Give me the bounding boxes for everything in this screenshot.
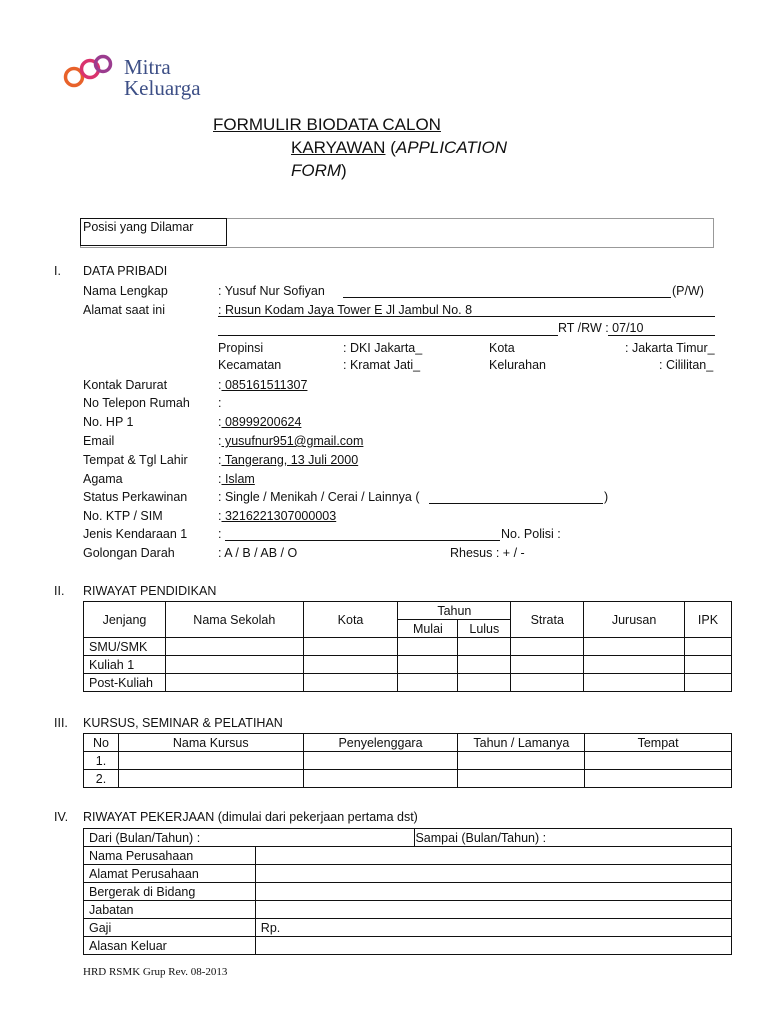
row-number: 2. [84, 770, 119, 788]
status-label: Status Perkawinan [83, 490, 188, 504]
header-tahun: Tahun [398, 602, 511, 620]
dari-field[interactable]: Dari (Bulan/Tahun) : [84, 829, 415, 847]
table-row [84, 937, 732, 955]
kendaraan-label: Jenis Kendaraan 1 [83, 527, 188, 541]
agama-value[interactable]: : Islam [218, 472, 255, 486]
nama-value[interactable]: : Yusuf Nur Sofiyan [218, 284, 325, 298]
kelurahan-label: Kelurahan [489, 358, 546, 372]
logo-text-mitra: Mitra [124, 55, 171, 79]
kecamatan-value[interactable]: : Kramat Jati_ [343, 358, 421, 372]
telepon-label: No Telepon Rumah [83, 396, 190, 410]
alamat-value[interactable]: : Rusun Kodam Jaya Tower E Jl Jambul No. 8 [218, 303, 473, 317]
section1-title: DATA PRIBADI [83, 264, 168, 278]
status-value[interactable]: : Single / Menikah / Cerai / Lainnya ( [218, 490, 420, 504]
table-row [84, 656, 732, 674]
row-label: Nama Perusahaan [84, 847, 256, 865]
section1-number: I. [54, 264, 61, 278]
header-tahun-lamanya: Tahun / Lamanya [458, 734, 585, 752]
ttl-value[interactable]: : Tangerang, 13 Juli 2000 [218, 453, 359, 467]
posisi-input[interactable] [235, 222, 705, 242]
polisi-label: No. Polisi : [501, 527, 561, 541]
header-tempat: Tempat [585, 734, 732, 752]
header-strata: Strata [511, 602, 584, 638]
logo-mark-icon [60, 50, 122, 94]
header-lulus: Lulus [458, 620, 511, 638]
table-row [84, 752, 732, 770]
education-table [83, 601, 732, 692]
telepon-value[interactable]: : [218, 396, 222, 410]
section3-title: KURSUS, SEMINAR & PELATIHAN [83, 716, 283, 730]
table-row [84, 865, 732, 883]
row-label: Jabatan [84, 901, 256, 919]
header-penyelenggara: Penyelenggara [303, 734, 458, 752]
row-label: Gaji [84, 919, 256, 937]
row-number: 1. [84, 752, 119, 770]
row-label: Bergerak di Bidang [84, 883, 256, 901]
logo-text-keluarga: Keluarga [124, 76, 201, 100]
table-row [84, 770, 732, 788]
gaji-value[interactable]: Rp. [255, 919, 731, 937]
header-ipk: IPK [685, 602, 732, 638]
row-label: Alamat Perusahaan [84, 865, 256, 883]
table-row [84, 638, 732, 656]
form-title-line1: FORMULIR BIODATA CALON [213, 115, 441, 134]
row-label: Kuliah 1 [84, 656, 166, 674]
kecamatan-label: Kecamatan [218, 358, 282, 372]
ktp-label: No. KTP / SIM [83, 509, 163, 523]
header-kota: Kota [303, 602, 398, 638]
darah-value[interactable]: : A / B / AB / O [218, 546, 298, 560]
agama-label: Agama [83, 472, 123, 486]
ktp-value[interactable]: : 3216221307000003 [218, 509, 337, 523]
posisi-label: Posisi yang Dilamar [83, 220, 194, 234]
kota-label: Kota [489, 341, 515, 355]
row-label: Alasan Keluar [84, 937, 256, 955]
section2-title: RIWAYAT PENDIDIKAN [83, 584, 217, 598]
header-nama-sekolah: Nama Sekolah [165, 602, 303, 638]
footer-revision: HRD RSMK Grup Rev. 08-2013 [83, 966, 228, 978]
nama-label: Nama Lengkap [83, 284, 168, 298]
section2-number: II. [54, 584, 65, 598]
table-row [84, 883, 732, 901]
header-nama-kursus: Nama Kursus [118, 734, 303, 752]
header-mulai: Mulai [398, 620, 458, 638]
kontak-label: Kontak Darurat [83, 378, 168, 392]
email-label: Email [83, 434, 115, 448]
table-row [84, 847, 732, 865]
hp-value[interactable]: : 08999200624 [218, 415, 302, 429]
work-history-table [83, 828, 732, 955]
sampai-field[interactable]: Sampai (Bulan/Tahun) : [415, 829, 732, 847]
kelurahan-value[interactable]: : Cililitan_ [659, 358, 714, 372]
row-label: Post-Kuliah [84, 674, 166, 692]
table-row [84, 901, 732, 919]
rhesus-value[interactable]: Rhesus : + / - [450, 546, 525, 560]
propinsi-value[interactable]: : DKI Jakarta_ [343, 341, 423, 355]
kontak-value[interactable]: : 085161511307 [218, 378, 308, 392]
form-title-line2: KARYAWAN (APPLICATION [291, 138, 508, 157]
kota-value[interactable]: : Jakarta Timur_ [625, 341, 715, 355]
form-title-line3: FORM) [291, 161, 347, 180]
section4-title: RIWAYAT PEKERJAAN (dimulai dari pekerjaan pertama dst) [83, 810, 418, 824]
header-jurusan: Jurusan [584, 602, 685, 638]
gender-option: (P/W) [672, 284, 704, 298]
section4-number: IV. [54, 810, 69, 824]
alamat-label: Alamat saat ini [83, 303, 165, 317]
header-jenjang: Jenjang [84, 602, 166, 638]
header-no: No [84, 734, 119, 752]
darah-label: Golongan Darah [83, 546, 175, 560]
row-label: SMU/SMK [84, 638, 166, 656]
hp-label: No. HP 1 [83, 415, 134, 429]
kendaraan-value[interactable]: : [218, 527, 222, 541]
rtrw-value[interactable]: RT /RW : 07/10 [558, 321, 644, 335]
ttl-label: Tempat & Tgl Lahir [83, 453, 188, 467]
status-close: ) [604, 490, 609, 504]
table-row [84, 919, 732, 937]
table-row [84, 674, 732, 692]
course-table [83, 733, 732, 788]
section3-number: III. [54, 716, 68, 730]
propinsi-label: Propinsi [218, 341, 264, 355]
email-value[interactable]: : yusufnur951@gmail.com [218, 434, 364, 448]
